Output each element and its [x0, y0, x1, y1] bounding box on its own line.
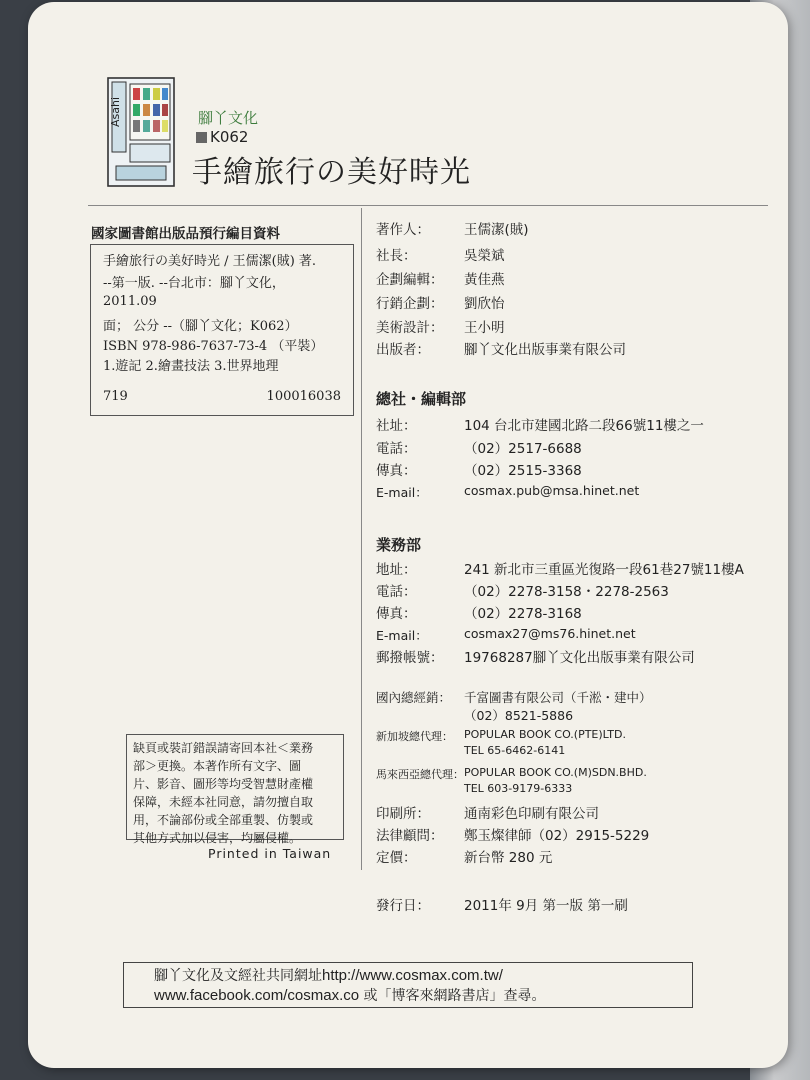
cip-line: 1.遊記 2.繪畫技法 3.世界地理: [103, 359, 279, 374]
hq-email-row: [376, 483, 639, 501]
cip-line: ISBN 978-986-7637-73-4 （平裝）: [103, 339, 324, 354]
credit-label: 著作人：: [376, 222, 430, 238]
address-label: 社址：: [376, 418, 417, 434]
notice-line: 用，不論部份或全部重製、仿製或: [133, 813, 314, 827]
credit-row: [376, 338, 626, 358]
vending-machine-illustration: [104, 74, 184, 190]
sales-email: cosmax27@ms76.hinet.net: [464, 626, 636, 641]
cip-record-number: 100016038: [266, 389, 341, 404]
website-line-2: [154, 985, 546, 1005]
notice-line: 保障，未經本社同意，請勿擅自取: [133, 795, 314, 809]
credit-label: 企劃編輯：: [376, 272, 444, 288]
credit-label: 行銷企劃：: [376, 296, 444, 312]
fax-label: 傳真：: [376, 463, 417, 479]
cip-line: --第一版. --台北市：腳丫文化，: [103, 276, 285, 291]
notice-line: 缺頁或裝訂錯誤請寄回本社＜業務: [133, 741, 314, 755]
website-box: [123, 962, 693, 1008]
email-label: E-mail：: [376, 485, 428, 500]
issue-label: 發行日：: [376, 898, 430, 914]
hq-fax: （02）2515-3368: [464, 463, 582, 479]
singapore-label: 新加坡總代理：: [376, 730, 453, 743]
printer-label: 印刷所：: [376, 806, 430, 822]
credit-label: 社長：: [376, 248, 417, 264]
square-marker-icon: [196, 132, 207, 143]
credit-label: 美術設計：: [376, 320, 444, 336]
legal-advisor: 鄭玉燦律師（02）2915-5229: [464, 828, 650, 844]
credit-label: 出版者：: [376, 342, 430, 358]
domestic-distributor: 千富圖書有限公司（千淞・建中）: [464, 690, 652, 705]
cip-line: 手繪旅行の美好時光 / 王儒潔(賊) 著.: [103, 254, 317, 269]
credit-row: [376, 244, 505, 264]
cip-line: 2011.09: [103, 294, 157, 309]
malaysia-agent-row: [376, 766, 647, 782]
singapore-agent: POPULAR BOOK CO.(PTE)LTD.: [464, 728, 626, 741]
sales-address: 241 新北市三重區光復路一段61巷27號11樓A: [464, 562, 744, 578]
book-page: [28, 2, 788, 1068]
credit-row: [376, 292, 505, 312]
printed-in-taiwan: Printed in Taiwan: [208, 846, 332, 861]
phone-label: 電話：: [376, 584, 417, 600]
legal-row: [376, 824, 649, 844]
sales-fax-row: [376, 602, 582, 622]
cip-heading: 國家圖書館出版品預行編目資料: [91, 226, 280, 242]
credit-row: [376, 268, 505, 288]
sales-phone-row: [376, 580, 669, 600]
price: 新台幣 280 元: [464, 850, 553, 866]
cip-box: [90, 244, 354, 416]
singapore-phone: TEL 65-6462-6141: [464, 744, 566, 757]
cip-line: 面； 公分 --（腳丫文化；K062）: [103, 319, 298, 334]
notice-line: 其他方式加以侵害，均屬侵權。: [133, 831, 302, 845]
website-line-1: [154, 965, 503, 985]
phone-label: 電話：: [376, 441, 417, 457]
book-title: 手繪旅行の美好時光: [192, 155, 471, 190]
hq-fax-row: [376, 459, 582, 479]
hq-phone: （02）2517-6688: [464, 441, 582, 457]
cip-ids: [103, 389, 341, 404]
facebook-url-link[interactable]: www.facebook.com/cosmax.co: [154, 987, 360, 1004]
singapore-agent-row: [376, 728, 626, 744]
price-label: 定價：: [376, 850, 417, 866]
email-label: E-mail：: [376, 628, 428, 643]
notice-line: 片、影音、圖形等均受智慧財產權: [133, 777, 314, 791]
sales-address-row: [376, 558, 744, 578]
address-label: 地址：: [376, 562, 417, 578]
credit-value: 腳丫文化出版事業有限公司: [464, 342, 626, 358]
issue-date: 2011年 9月 第一版 第一刷: [464, 898, 628, 914]
sales-phone: （02）2278-3158・2278-2563: [464, 584, 669, 600]
domestic-label: 國內總經銷：: [376, 690, 452, 705]
credit-value: 王小明: [464, 320, 505, 336]
hq-email: cosmax.pub@msa.hinet.net: [464, 483, 640, 498]
postal-account-row: [376, 646, 695, 666]
price-row: [376, 846, 552, 866]
cip-class-number: 719: [103, 389, 128, 404]
issue-date-row: [376, 894, 628, 914]
credit-value: 吳榮斌: [464, 248, 505, 264]
legal-label: 法律顧問：: [376, 828, 444, 844]
fax-label: 傳真：: [376, 606, 417, 622]
hq-phone-row: [376, 437, 582, 457]
logo-text: Asahi: [109, 96, 122, 127]
copyright-notice: [126, 734, 344, 845]
malaysia-agent: POPULAR BOOK CO.(M)SDN.BHD.: [464, 766, 647, 779]
hq-section-title: 總社・編輯部: [376, 390, 467, 408]
series-code-text: K062: [210, 128, 249, 146]
domestic-distributor-row: [376, 688, 652, 706]
printer: 通南彩色印刷有限公司: [464, 806, 599, 822]
printer-row: [376, 802, 599, 822]
credit-row: [376, 316, 505, 336]
website-url-link[interactable]: http://www.cosmax.com.tw/: [322, 967, 503, 984]
notice-line: 部＞更換。本著作所有文字、圖: [133, 759, 302, 773]
sales-fax: （02）2278-3168: [464, 606, 582, 622]
column-divider: [361, 208, 362, 870]
malaysia-phone: TEL 603-9179-6333: [464, 782, 573, 795]
credit-value: 王儒潔(賊): [464, 222, 529, 238]
website-suffix: 或「博客來網路書店」查尋。: [359, 988, 546, 1004]
postal-account: 19768287腳丫文化出版事業有限公司: [464, 650, 695, 666]
hq-address-row: [376, 414, 704, 434]
website-prefix: 腳丫文化及文經社共同網址: [154, 968, 322, 984]
credit-value: 黃佳燕: [464, 272, 505, 288]
series-code: [196, 128, 248, 146]
credit-value: 劉欣怡: [464, 296, 505, 312]
publisher-name: 腳丫文化: [198, 109, 259, 127]
hq-address: 104 台北市建國北路二段66號11樓之一: [464, 418, 704, 434]
sales-section-title: 業務部: [376, 536, 422, 554]
postal-label: 郵撥帳號：: [376, 650, 444, 666]
credit-row: [376, 218, 529, 238]
malaysia-label: 馬來西亞總代理：: [376, 768, 464, 781]
domestic-phone: （02）8521-5886: [464, 708, 574, 723]
sales-email-row: [376, 626, 636, 644]
header-divider: [88, 205, 768, 206]
